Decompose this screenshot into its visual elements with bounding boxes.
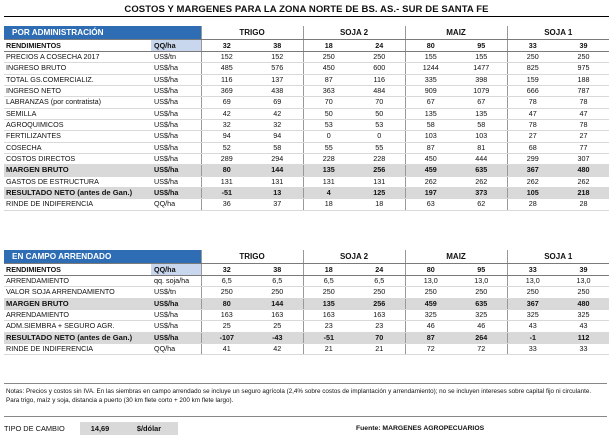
row-label: RESULTADO NETO (antes de Gan.) [4,332,151,343]
value-cell: 25 [201,321,252,332]
value-cell: 459 [405,165,456,176]
value-cell: 635 [456,165,507,176]
value-cell: 46 [456,321,507,332]
value-cell: 4 [303,188,354,199]
value-cell: 459 [405,298,456,309]
value-cell: -51 [201,188,252,199]
table-row [4,310,609,321]
value-cell: 144 [252,165,303,176]
value-cell: 46 [405,321,456,332]
value-cell: 131 [303,176,354,187]
table-row [4,264,609,276]
footer-bar [4,422,609,436]
value-cell: 39 [558,40,609,52]
value-cell: 480 [558,298,609,309]
value-cell: 289 [201,154,252,165]
value-cell: 77 [558,142,609,153]
crop-header: SOJA 1 [507,26,609,40]
value-cell: 250 [354,287,405,298]
value-cell: 47 [507,108,558,119]
row-unit: US$/ha [151,108,201,119]
row-unit: US$/ha [151,142,201,153]
value-cell: 825 [507,63,558,74]
value-cell: 18 [303,199,354,210]
value-cell: 38 [252,40,303,52]
value-cell: 188 [558,74,609,85]
value-cell: 325 [507,310,558,321]
value-cell: 28 [507,199,558,210]
value-cell: 94 [201,131,252,142]
value-cell: 218 [558,188,609,199]
value-cell: 43 [507,321,558,332]
value-cell: 58 [405,120,456,131]
table-row [4,120,609,131]
value-cell: 87 [405,332,456,343]
row-label: RINDE DE INDIFERENCIA [4,199,151,210]
row-label: FERTILIZANTES [4,131,151,142]
title-rule [4,16,609,17]
value-cell: 131 [354,176,405,187]
value-cell: 33 [507,344,558,355]
value-cell: 163 [252,310,303,321]
value-cell: -1 [507,332,558,343]
row-label: PRECIOS A COSECHA 2017 [4,52,151,63]
crop-header: SOJA 2 [303,250,405,264]
value-cell: 369 [201,86,252,97]
value-cell: 33 [558,344,609,355]
value-cell: 28 [558,199,609,210]
value-cell: 50 [303,108,354,119]
value-cell: 155 [456,52,507,63]
row-label: SEMILLA [4,108,151,119]
value-cell: 975 [558,63,609,74]
table-row [4,40,609,52]
row-unit: US$/ha [151,310,201,321]
value-cell: 250 [507,52,558,63]
value-cell: 125 [354,188,405,199]
row-label: VALOR SOJA ARRENDAMIENTO [4,287,151,298]
notes-text: Notas: Precios y costos sin IVA. En las siembras en campo arrendado se incluye un seguro agrícola (2,4% sobre costos de implantación y arrendamiento); no se incluyen intereses sobre capital fijo ni circulante. Para trigo, maíz y soja, distancia a puerto (30 km flete corto + 200 km flete largo). [4,383,607,417]
row-label: ARRENDAMIENTO [4,310,151,321]
crop-header: MAIZ [405,250,507,264]
table-row [4,188,609,199]
table-row [4,276,609,287]
value-cell: 262 [456,176,507,187]
row-label: RESULTADO NETO (antes de Gan.) [4,188,151,199]
table-row [4,108,609,119]
value-cell: 450 [405,154,456,165]
value-cell: 135 [303,165,354,176]
row-label: AGROQUIMICOS [4,120,151,131]
row-label: TOTAL GS.COMERCIALIZ. [4,74,151,85]
value-cell: 262 [405,176,456,187]
value-cell: 131 [201,176,252,187]
value-cell: -51 [303,332,354,343]
value-cell: 37 [252,199,303,210]
value-cell: 52 [201,142,252,153]
value-cell: 103 [405,131,456,142]
value-cell: 41 [201,344,252,355]
row-unit: US$/ha [151,86,201,97]
value-cell: 6,5 [252,276,303,287]
value-cell: 18 [303,40,354,52]
value-cell: 42 [201,108,252,119]
value-cell: 163 [303,310,354,321]
value-cell: 95 [456,40,507,52]
value-cell: 78 [558,120,609,131]
value-cell: 135 [303,298,354,309]
value-cell: 24 [354,40,405,52]
value-cell: 0 [303,131,354,142]
crop-header: TRIGO [201,26,303,40]
row-unit: US$/ha [151,298,201,309]
value-cell: 18 [354,199,405,210]
table-row [4,154,609,165]
value-cell: 159 [507,74,558,85]
value-cell: 67 [405,97,456,108]
value-cell: 32 [252,120,303,131]
row-unit: US$/tn [151,287,201,298]
exchange-unit: $/dólar [120,422,178,435]
crop-header: SOJA 2 [303,26,405,40]
value-cell: 787 [558,86,609,97]
value-cell: 367 [507,165,558,176]
value-cell: 13,0 [507,276,558,287]
value-cell: 250 [303,52,354,63]
value-cell: 13,0 [456,276,507,287]
crop-header-row [4,250,609,264]
row-unit: US$/tn [151,52,201,63]
value-cell: 228 [354,154,405,165]
value-cell: 484 [354,86,405,97]
value-cell: 58 [252,142,303,153]
value-cell: 36 [201,199,252,210]
value-cell: 262 [558,176,609,187]
crop-header: TRIGO [201,250,303,264]
value-cell: 373 [456,188,507,199]
row-label: ARRENDAMIENTO [4,276,151,287]
table-row [4,344,609,355]
row-label: LABRANZAS (por contratista) [4,97,151,108]
table-row [4,199,609,210]
value-cell: 250 [456,287,507,298]
value-cell: 80 [405,264,456,276]
value-cell: 299 [507,154,558,165]
rent-table [4,250,609,355]
value-cell: 39 [558,264,609,276]
value-cell: 112 [558,332,609,343]
table-row [4,332,609,343]
table-row [4,131,609,142]
value-cell: 256 [354,165,405,176]
value-cell: 264 [456,332,507,343]
value-cell: 0 [354,131,405,142]
value-cell: 367 [507,298,558,309]
value-cell: 67 [456,97,507,108]
value-cell: 38 [252,264,303,276]
value-cell: 116 [201,74,252,85]
value-cell: 53 [303,120,354,131]
value-cell: -107 [201,332,252,343]
value-cell: 325 [456,310,507,321]
value-cell: 480 [558,165,609,176]
value-cell: 228 [303,154,354,165]
value-cell: 1244 [405,63,456,74]
row-unit: US$/ha [151,332,201,343]
value-cell: 163 [201,310,252,321]
value-cell: 80 [201,165,252,176]
row-unit: US$/ha [151,176,201,187]
value-cell: 262 [507,176,558,187]
row-label: ADM.SIEMBRA + SEGURO AGR. [4,321,151,332]
value-cell: 105 [507,188,558,199]
crop-header-row [4,26,609,40]
row-label: MARGEN BRUTO [4,165,151,176]
table-row [4,165,609,176]
value-cell: 6,5 [354,276,405,287]
value-cell: 13,0 [558,276,609,287]
value-cell: 250 [507,287,558,298]
row-unit: QQ/ha [151,344,201,355]
value-cell: 58 [456,120,507,131]
row-unit: US$/ha [151,120,201,131]
value-cell: 1079 [456,86,507,97]
value-cell: 70 [354,332,405,343]
value-cell: -43 [252,332,303,343]
crop-header: MAIZ [405,26,507,40]
row-label: COSECHA [4,142,151,153]
value-cell: 325 [405,310,456,321]
value-cell: 33 [507,264,558,276]
value-cell: 32 [201,40,252,52]
page-title: COSTOS Y MARGENES PARA LA ZONA NORTE DE BS. AS.- SUR DE SANTA FE [124,4,489,15]
value-cell: 94 [252,131,303,142]
value-cell: 103 [456,131,507,142]
row-unit: US$/ha [151,63,201,74]
row-label: RINDE DE INDIFERENCIA [4,344,151,355]
value-cell: 250 [354,52,405,63]
value-cell: 55 [354,142,405,153]
value-cell: 363 [303,86,354,97]
value-cell: 576 [252,63,303,74]
row-unit: US$/ha [151,188,201,199]
table-row [4,321,609,332]
row-unit: US$/ha [151,321,201,332]
value-cell: 32 [201,120,252,131]
row-unit: qq. soja/ha [151,276,201,287]
row-unit: US$/ha [151,131,201,142]
admin-table [4,26,609,211]
value-cell: 294 [252,154,303,165]
value-cell: 32 [201,264,252,276]
value-cell: 163 [354,310,405,321]
value-cell: 21 [303,344,354,355]
value-cell: 68 [507,142,558,153]
value-cell: 87 [303,74,354,85]
value-cell: 63 [405,199,456,210]
exchange-label: TIPO DE CAMBIO [4,424,65,433]
value-cell: 250 [558,287,609,298]
value-cell: 116 [354,74,405,85]
value-cell: 250 [558,52,609,63]
table-row [4,176,609,187]
value-cell: 635 [456,298,507,309]
value-cell: 21 [354,344,405,355]
value-cell: 398 [456,74,507,85]
row-unit: QQ/ha [151,264,201,276]
value-cell: 144 [252,298,303,309]
value-cell: 80 [405,40,456,52]
row-unit: QQ/ha [151,199,201,210]
section-title: POR ADMINISTRACIÓN [4,26,201,40]
value-cell: 33 [507,40,558,52]
value-cell: 70 [303,97,354,108]
row-label: RENDIMIENTOS [4,40,151,52]
value-cell: 24 [354,264,405,276]
value-cell: 325 [558,310,609,321]
value-cell: 43 [558,321,609,332]
value-cell: 131 [252,176,303,187]
value-cell: 152 [201,52,252,63]
row-label: COSTOS DIRECTOS [4,154,151,165]
value-cell: 23 [303,321,354,332]
table-row [4,74,609,85]
value-cell: 27 [507,131,558,142]
value-cell: 250 [405,287,456,298]
value-cell: 80 [201,298,252,309]
value-cell: 438 [252,86,303,97]
value-cell: 72 [456,344,507,355]
value-cell: 18 [303,264,354,276]
value-cell: 6,5 [201,276,252,287]
value-cell: 81 [456,142,507,153]
value-cell: 78 [558,97,609,108]
exchange-value: 14,69 [80,422,120,435]
value-cell: 72 [405,344,456,355]
value-cell: 666 [507,86,558,97]
value-cell: 135 [405,108,456,119]
value-cell: 47 [558,108,609,119]
value-cell: 600 [354,63,405,74]
value-cell: 55 [303,142,354,153]
row-label: INGRESO BRUTO [4,63,151,74]
value-cell: 78 [507,120,558,131]
table-row [4,298,609,309]
value-cell: 335 [405,74,456,85]
value-cell: 23 [354,321,405,332]
value-cell: 1477 [456,63,507,74]
value-cell: 42 [252,344,303,355]
value-cell: 909 [405,86,456,97]
table-row [4,287,609,298]
value-cell: 13,0 [405,276,456,287]
value-cell: 25 [252,321,303,332]
value-cell: 13 [252,188,303,199]
row-label: RENDIMIENTOS [4,264,151,276]
value-cell: 50 [354,108,405,119]
row-label: INGRESO NETO [4,86,151,97]
value-cell: 450 [303,63,354,74]
value-cell: 53 [354,120,405,131]
value-cell: 87 [405,142,456,153]
row-unit: US$/ha [151,154,201,165]
value-cell: 70 [354,97,405,108]
table-row [4,63,609,74]
row-unit: QQ/ha [151,40,201,52]
section-title: EN CAMPO ARRENDADO [4,250,201,264]
table-row [4,97,609,108]
row-unit: US$/ha [151,97,201,108]
value-cell: 197 [405,188,456,199]
row-label: GASTOS DE ESTRUCTURA [4,176,151,187]
row-unit: US$/ha [151,165,201,176]
table-row [4,52,609,63]
value-cell: 135 [456,108,507,119]
crop-header: SOJA 1 [507,250,609,264]
value-cell: 27 [558,131,609,142]
source-note: Fuente: MARGENES AGROPECUARIOS [356,425,485,432]
value-cell: 155 [405,52,456,63]
value-cell: 95 [456,264,507,276]
value-cell: 485 [201,63,252,74]
value-cell: 69 [252,97,303,108]
value-cell: 152 [252,52,303,63]
value-cell: 137 [252,74,303,85]
value-cell: 256 [354,298,405,309]
value-cell: 444 [456,154,507,165]
table-row [4,86,609,97]
value-cell: 62 [456,199,507,210]
value-cell: 78 [507,97,558,108]
value-cell: 250 [303,287,354,298]
value-cell: 6,5 [303,276,354,287]
value-cell: 307 [558,154,609,165]
value-cell: 250 [252,287,303,298]
row-label: MARGEN BRUTO [4,298,151,309]
row-unit: US$/ha [151,74,201,85]
value-cell: 42 [252,108,303,119]
value-cell: 69 [201,97,252,108]
value-cell: 250 [201,287,252,298]
table-row [4,142,609,153]
